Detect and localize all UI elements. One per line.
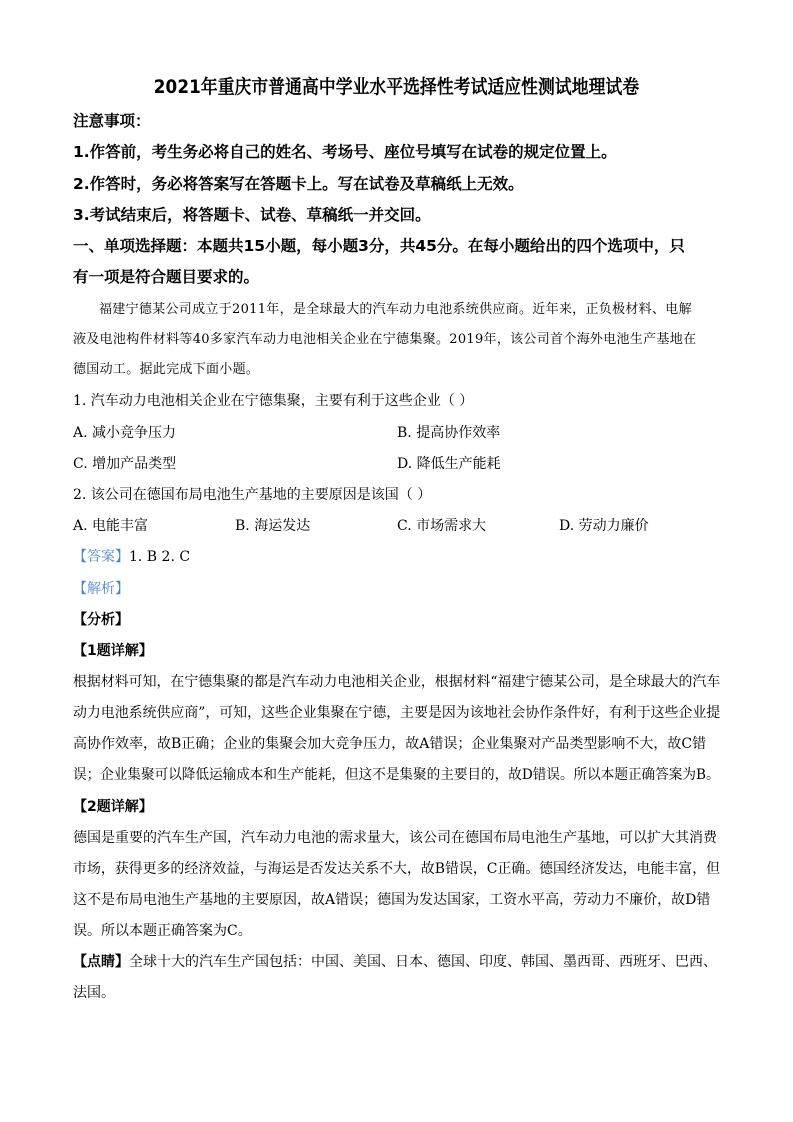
dianjing-line-2: 法国。 bbox=[73, 985, 115, 1001]
question-2-detail-line-3: 这不是布局电池生产基地的主要原因，故A错误；德国为发达国家，工资水平高，劳动力不廉价，故D错 bbox=[73, 892, 711, 908]
notes-item-3: 3.考试结束后，将答题卡、试卷、草稿纸一并交回。 bbox=[73, 206, 431, 224]
answer-label: 【答案】 bbox=[73, 549, 129, 565]
question-1-option-b: B. 提高协作效率 bbox=[397, 425, 501, 441]
question-2-detail-line-4: 误。所以本题正确答案为C。 bbox=[73, 923, 252, 939]
section-heading-line-1: 一、单项选择题：本题共15小题，每小题3分，共45分。在每小题给出的四个选项中，只 bbox=[73, 237, 685, 255]
fenxi-label: 【分析】 bbox=[73, 612, 129, 628]
section-heading-line-2: 有一项是符合题目要求的。 bbox=[73, 268, 260, 286]
question-2-option-b: B. 海运发达 bbox=[235, 518, 311, 534]
analysis-label: 【解析】 bbox=[73, 581, 129, 597]
question-2-detail-line-2: 市场，获得更多的经济效益，与海运是否发达关系不大，故B错误，C正确。德国经济发达，电能丰富，但 bbox=[73, 861, 721, 877]
question-1-detail-line-1: 根据材料可知，在宁德集聚的都是汽车动力电池相关企业，根据材料“福建宁德某公司，是全球最大的汽车 bbox=[73, 674, 721, 690]
question-1-option-d: D. 降低生产能耗 bbox=[397, 456, 501, 472]
answer-line bbox=[73, 546, 190, 566]
dianjing-text: 全球十大的汽车生产国包括：中国、美国、日本、德国、印度、韩国、墨西哥、西班牙、巴西、 bbox=[129, 954, 717, 970]
notes-item-1: 1.作答前，考生务必将自己的姓名、考场号、座位号填写在试卷的规定位置上。 bbox=[73, 143, 617, 161]
dianjing-line-1 bbox=[73, 951, 717, 971]
question-1-detail-line-2: 动力电池系统供应商”，可知，这些企业集聚在宁德，主要是因为该地社会协作条件好，有利于这些企业提 bbox=[73, 705, 721, 721]
material-line-2: 液及电池构件材料等40多家汽车动力电池相关企业在宁德集聚。2019年，该公司首个海外电池生产基地在 bbox=[73, 332, 697, 347]
question-1-stem: 1. 汽车动力电池相关企业在宁德集聚，主要有利于这些企业（ ） bbox=[73, 393, 474, 409]
question-2-option-a: A. 电能丰富 bbox=[73, 518, 149, 534]
question-1-detail-line-3: 高协作效率，故B正确；企业的集聚会加大竞争压力，故A错误；企业集聚对产品类型影响不大，故C错 bbox=[73, 736, 707, 752]
question-1-option-a: A. 减小竞争压力 bbox=[73, 425, 177, 441]
material-line-1: 福建宁德某公司成立于2011年，是全球最大的汽车动力电池系统供应商。近年来，正负极材料、电解 bbox=[99, 302, 692, 317]
answer-text: 1. B 2. C bbox=[129, 549, 191, 565]
material-line-3: 德国动工。据此完成下面小题。 bbox=[73, 362, 260, 377]
question-2-detail-label: 【2题详解】 bbox=[73, 799, 153, 815]
question-2-stem: 2. 该公司在德国布局电池生产基地的主要原因是该国（ ） bbox=[73, 487, 432, 503]
question-1-detail-line-4: 误；企业集聚可以降低运输成本和生产能耗，但这不是集聚的主要目的，故D错误。所以本题正确答案为B。 bbox=[73, 767, 720, 783]
question-2-option-c: C. 市场需求大 bbox=[397, 518, 487, 534]
dianjing-label: 【点睛】 bbox=[73, 954, 129, 970]
page-title: 2021年重庆市普通高中学业水平选择性考试适应性测试地理试卷 bbox=[153, 76, 640, 98]
question-2-detail-line-1: 德国是重要的汽车生产国，汽车动力电池的需求量大，该公司在德国布局电池生产基地，可以扩大其消费 bbox=[73, 830, 717, 846]
notes-heading: 注意事项： bbox=[73, 112, 151, 130]
question-1-option-c: C. 增加产品类型 bbox=[73, 456, 177, 472]
notes-item-2: 2.作答时，务必将答案写在答题卡上。写在试卷及草稿纸上无效。 bbox=[73, 175, 524, 193]
question-2-option-d: D. 劳动力廉价 bbox=[559, 518, 649, 534]
question-1-detail-label: 【1题详解】 bbox=[73, 643, 153, 659]
